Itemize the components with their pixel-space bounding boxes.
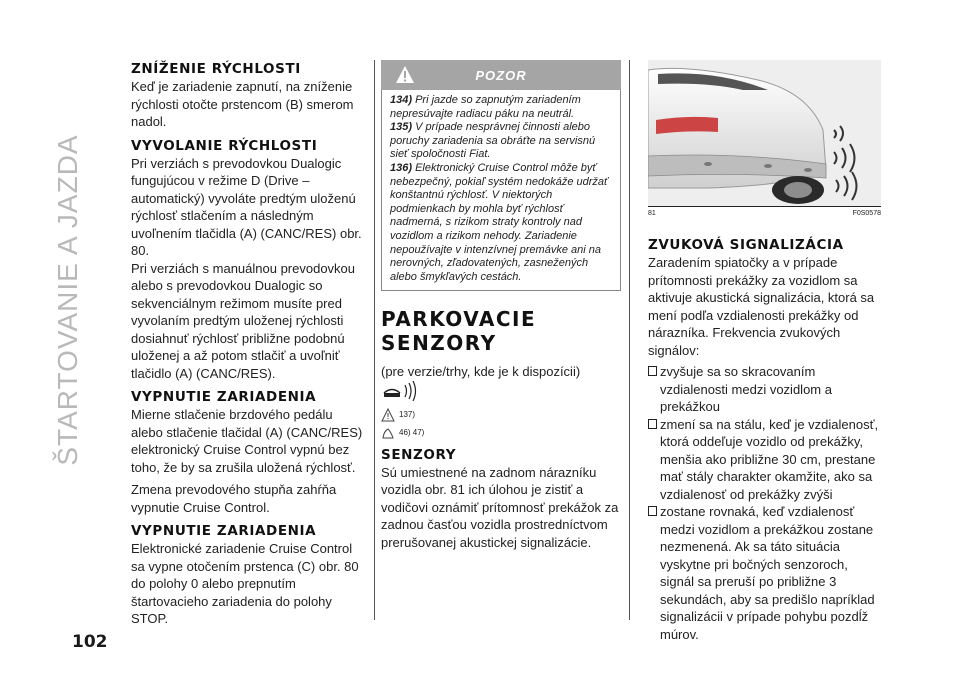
section-title-sensors: SENZORY xyxy=(381,446,457,463)
car-rear-illustration xyxy=(648,60,881,206)
reference-number: 137) xyxy=(399,410,416,420)
column-middle xyxy=(381,60,621,551)
page-number: 102 xyxy=(72,632,108,652)
bullet-item xyxy=(648,416,881,504)
column-divider xyxy=(374,60,375,620)
paragraph: Mierne stlačenie brzdového pedálu alebo stlačenie tlačidal (A) (CANC/RES) elektronický Cruise Control vypnú bez toho, že by sa zrušila uložená rýchlosť. xyxy=(131,407,363,475)
warning-number: 134) xyxy=(390,94,413,106)
spacer xyxy=(381,355,621,363)
figure-car-rear-sensors xyxy=(648,60,881,207)
warning-title: POZOR xyxy=(475,67,527,83)
warning-triangle-icon xyxy=(395,65,415,85)
figure-code: F0S0578 xyxy=(852,210,881,217)
warning-text: V prípade nesprávnej činnosti alebo poruchy zariadenia sa obráťte na servisnú sieť spoločnosti Fiat. xyxy=(390,121,596,161)
warning-item xyxy=(390,121,612,162)
paragraph: Zmena prevodového stupňa zahŕňa vypnutie Cruise Control. xyxy=(131,482,337,515)
warning-header xyxy=(381,60,621,90)
bullet-item xyxy=(648,363,881,416)
warning-item xyxy=(390,94,612,121)
warning-body xyxy=(381,90,621,291)
spacer xyxy=(648,222,881,236)
warning-text: Elektronický Cruise Control môže byť nebezpečný, pokiaľ systém nedokáže udržať konštantnú rýchlosť. V niektorých podmienkach by mohla byť rýchlosť nadmerná, s rizikom straty kontroly nad vozidlom a rizikom nehody. Zariadenie nepoužívajte v intenzívnej premávke ani na nerovných, zľadovatených, zasnežených alebo šmykľavých cestách. xyxy=(390,161,608,283)
bullet-item xyxy=(648,503,881,643)
section-title-speed-recall: VYVOLANIE RÝCHLOSTI xyxy=(131,137,318,154)
paragraph: Pri verziách s manuálnou prevodovkou alebo s prevodovkou Dualogic so sekvenciálnym režimom musíte pred vyvolaním predtým uloženej rýchlosti dosiahnuť rýchlosť približne podobnú uloženej a až potom stlačiť a uvoľniť tlačidlo (A) (CANC/RES). xyxy=(131,260,356,381)
figure-caption xyxy=(648,210,881,222)
paragraph: Zaradením spiatočky a v prípade prítomnosti prekážky za vozidlom sa aktivuje akustická signalizácia, ktorá sa mení podľa vzdialenosti prekážky od nárazníka. Frekvencia zvukových signálov: xyxy=(648,255,875,358)
figure-number: 81 xyxy=(648,210,656,217)
chapter-heading-line1: PARKOVACIE xyxy=(381,307,537,332)
paragraph: Sú umiestnené na zadnom nárazníku vozidla obr. 81 ich úlohou je zistiť a vodičovi oznámiť prítomnosť prekážok za zadnou časťou vozidla prostredníctvom prerušovanej akustickej signalizácie. xyxy=(381,464,619,550)
caution-ref-icon xyxy=(381,426,395,440)
warning-number: 136) xyxy=(390,161,413,174)
section-title-speed-reduction: ZNÍŽENIE RÝCHLOSTI xyxy=(131,61,301,77)
reference-line xyxy=(381,424,621,442)
bullet-box-icon xyxy=(648,419,657,429)
section-title-device-off-2: VYPNUTIE ZARIADENIA xyxy=(131,523,317,539)
paragraph: Elektronické zariadenie Cruise Control sa vypne otočením prstenca (C) obr. 80 do polohy 0 alebo prepnutím štartovacieho zariadenia do polohy STOP. xyxy=(131,541,359,626)
availability-note: (pre verzie/trhy, kde je k dispozícii) xyxy=(381,364,581,380)
chapter-side-title-text: ŠTARTOVANIE A JAZDA xyxy=(52,134,83,466)
paragraph: Keď je zariadenie zapnutí, na zníženie rýchlosti otočte prstencom (B) smerom nadol. xyxy=(131,79,354,129)
reference-number: 46) 47) xyxy=(399,428,425,438)
section-title-acoustic-signal: ZVUKOVÁ SIGNALIZÁCIA xyxy=(648,237,844,253)
bullet-box-icon xyxy=(648,506,657,516)
warning-box xyxy=(381,60,621,291)
column-right xyxy=(648,60,881,643)
paragraph: Pri verziách s prevodovkou Dualogic fungujúcou v režime D (Drive – automatický) vyvoláte predtým uloženú rýchlosť stlačením a následným uvoľnením tlačidla (A) (CANC/RES) obr. 80. xyxy=(131,155,362,258)
bullet-box-icon xyxy=(648,366,657,376)
reference-line xyxy=(381,406,621,424)
parking-sensor-icon xyxy=(381,381,425,401)
warning-number: 135) xyxy=(390,121,413,134)
warning-ref-icon xyxy=(381,408,395,422)
bullet-text: zmení sa na stálu, keď je vzdialenosť, ktorá oddeľuje vozidlo od prekážky, menšia ako približne 30 cm, prestane mať stály charakter okamžite, ako sa vzdialenosť od prekážky zvýši xyxy=(660,416,879,502)
column-divider xyxy=(629,60,630,620)
spacer xyxy=(381,291,621,307)
bullet-text: zostane rovnaká, keď vzdialenosť medzi vozidlom a prekážkou zostane nezmenená. Ak sa táto situácia vyskytne pri bočných senzoroch, signál sa preruší po približne 3 sekundách, aby sa predišlo napríklad signalizácii v prípade pohybu pozdĺž múrov. xyxy=(660,504,875,642)
warning-item xyxy=(390,162,612,284)
column-left xyxy=(131,60,365,628)
section-title-device-off: VYPNUTIE ZARIADENIA xyxy=(131,389,317,405)
warning-text: Pri jazde so zapnutým zariadením nepresúvajte radiacu páku na neutrál. xyxy=(390,94,581,120)
chapter-heading-line2: SENZORY xyxy=(381,331,497,356)
bullet-text: zvyšuje sa so skracovaním vzdialenosti medzi vozidlom a prekážkou xyxy=(660,364,832,414)
